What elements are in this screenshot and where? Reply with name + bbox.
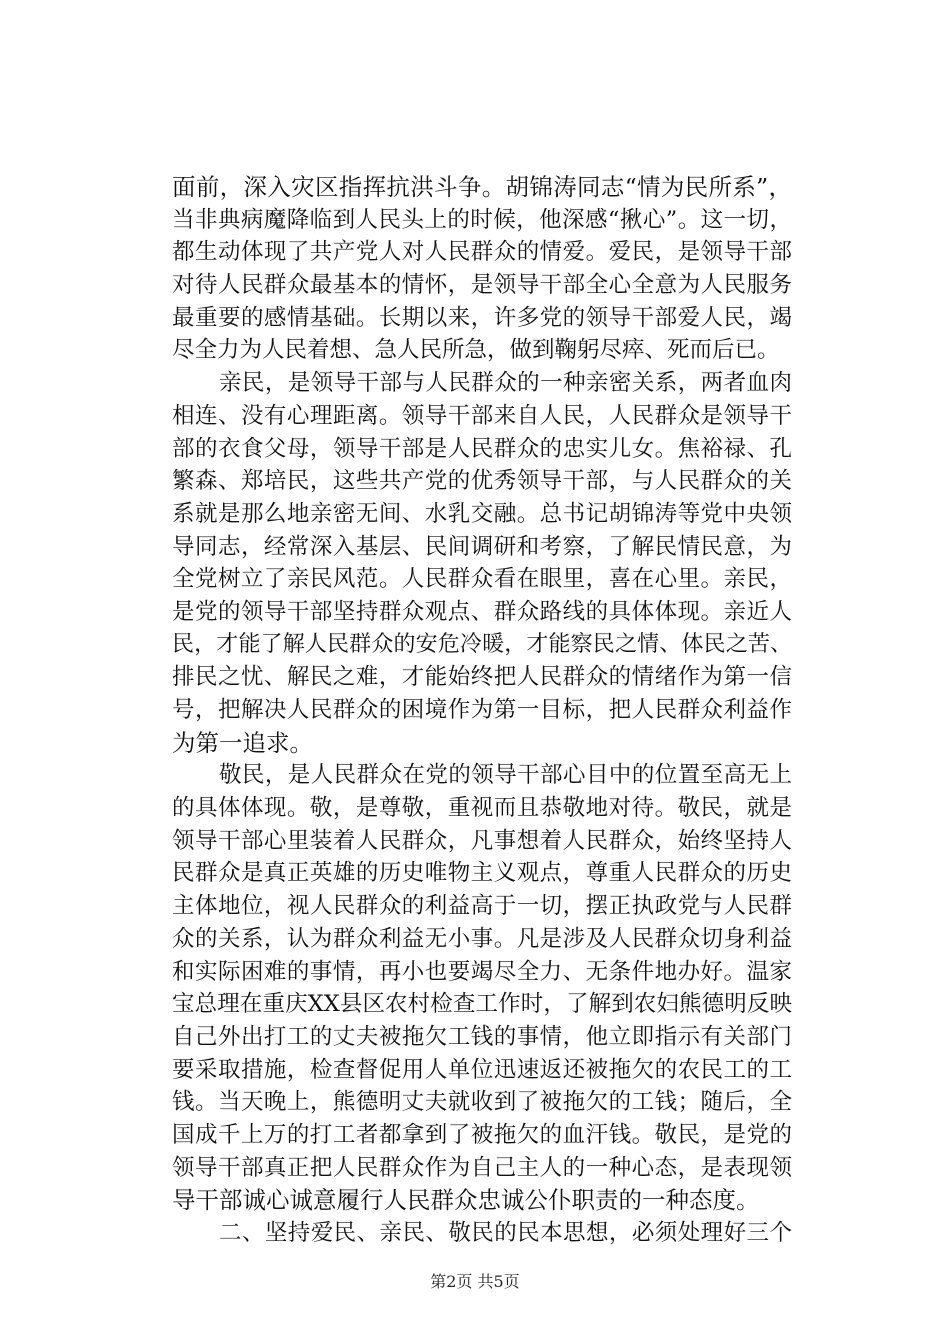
text-line: 系就是那么地亲密无间、水乳交融。总书记胡锦涛等党中央领	[172, 500, 792, 527]
text-line: 繁森、郑培民，这些共产党的优秀领导干部，与人民群众的关	[172, 468, 792, 495]
text-line: 尽全力为人民着想、急人民所急，做到鞠躬尽瘁、死而后已。	[172, 337, 780, 364]
text-line: 亲民，是领导干部与人民群众的一种亲密关系，两者血肉	[219, 370, 792, 397]
text-line: 敬民，是人民群众在党的领导干部心目中的位置至高无上	[219, 762, 792, 789]
text-line: 导同志，经常深入基层、民间调研和考察，了解民情民意，为	[172, 533, 792, 560]
text-line: 自己外出打工的丈夫被拖欠工钱的事情，他立即指示有关部门	[172, 1023, 792, 1050]
text-line: 相连、没有心理距离。领导干部来自人民，人民群众是领导干	[172, 402, 792, 429]
text-line: 为第一追求。	[172, 728, 313, 757]
text-line: 二、坚持爱民、亲民、敬民的民本思想，必须处理好三个	[219, 1220, 792, 1246]
text-line: 领导干部真正把人民群众作为自己主人的一种心态，是表现领	[172, 1154, 792, 1181]
text-line: 主体地位，视人民群众的利益高于一切，摆正执政党与人民群	[172, 893, 792, 920]
text-line: 导干部诚心诚意履行人民群众忠诚公仆职责的一种态度。	[172, 1186, 760, 1215]
text-line: 领导干部心里装着人民群众，凡事想着人民群众，始终坚持人	[172, 827, 792, 854]
text-line: 都生动体现了共产党人对人民群众的情爱。爱民，是领导干部	[172, 239, 792, 266]
text-line: 最重要的感情基础。长期以来，许多党的领导干部爱人民，竭	[172, 304, 792, 331]
text-line: 面前，深入灾区指挥抗洪斗争。胡锦涛同志“情为民所系”，	[172, 173, 792, 201]
text-line: 宝总理在重庆XX县区农村检查工作时，了解到农妇熊德明反映	[172, 991, 792, 1018]
text-line: 当非典病魔降临到人民头上的时候，他深感“揪心”。这一切，	[172, 206, 792, 233]
text-line: 部的衣食父母，领导干部是人民群众的忠实儿女。焦裕禄、孔	[172, 435, 792, 462]
text-line: 对待人民群众最基本的情怀，是领导干部全心全意为人民服务	[172, 272, 792, 299]
text-line: 要采取措施，检查督促用人单位迅速返还被拖欠的农民工的工	[172, 1056, 792, 1083]
text-line: 排民之忧、解民之难，才能始终把人民群众的情绪作为第一信	[172, 664, 792, 691]
text-line: 民群众是真正英雄的历史唯物主义观点，尊重人民群众的历史	[172, 860, 792, 887]
text-line: 民，才能了解人民群众的安危冷暖，才能察民之情、体民之苦、	[172, 631, 792, 657]
text-line: 号，把解决人民群众的困境作为第一目标，把人民群众利益作	[172, 697, 792, 723]
body-text	[172, 171, 792, 1250]
text-line: 和实际困难的事情，再小也要竭尽全力、无条件地办好。温家	[172, 958, 792, 985]
text-line: 是党的领导干部坚持群众观点、群众路线的具体体现。亲近人	[172, 598, 792, 625]
text-line: 众的关系，认为群众利益无小事。凡是涉及人民群众切身利益	[172, 925, 792, 952]
text-line: 全党树立了亲民风范。人民群众看在眼里，喜在心里。亲民，	[172, 566, 792, 593]
page-footer: 第2页 共5页	[430, 1272, 520, 1291]
text-line: 的具体体现。敬，是尊敬，重视而且恭敬地对待。敬民，就是	[172, 795, 792, 822]
text-line: 钱。当天晚上，熊德明丈夫就收到了被拖欠的工钱；随后，全	[172, 1089, 792, 1116]
text-line: 国成千上万的打工者都拿到了被拖欠的血汗钱。敬民，是党的	[172, 1121, 792, 1148]
